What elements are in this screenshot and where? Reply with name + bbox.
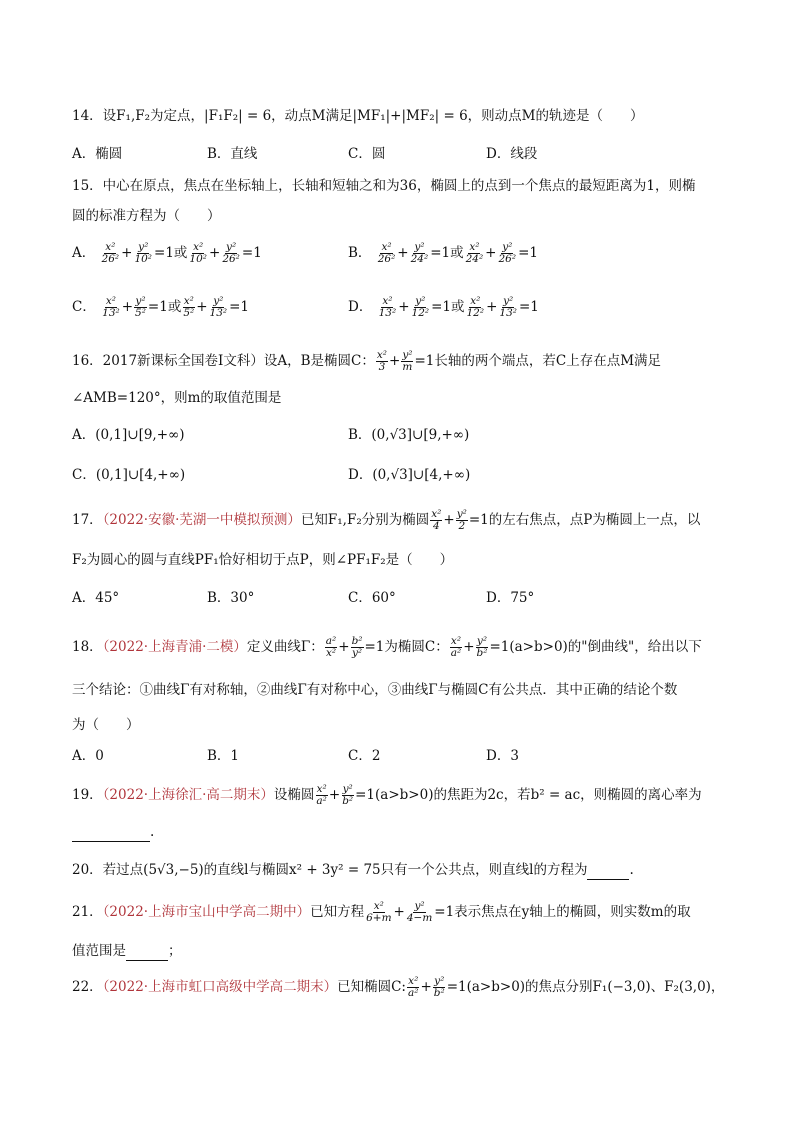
numerator: x²	[193, 241, 204, 253]
denominator: a²	[316, 795, 327, 807]
numerator: x²	[376, 349, 388, 361]
q17-option-a: A．45°	[72, 590, 120, 606]
fraction	[433, 976, 446, 999]
denominator: y²	[351, 647, 363, 659]
or-text: 或	[450, 245, 464, 261]
q21-text-line2: 值范围是	[72, 943, 126, 959]
denominator: 24²	[410, 253, 429, 265]
q14-option-c: C．圆	[348, 146, 386, 162]
fraction	[182, 296, 195, 319]
denominator: 13²	[102, 307, 120, 319]
q18-text-mid: =1为椭圆C：	[364, 639, 449, 655]
numerator: y²	[342, 783, 353, 795]
question-number: 18．	[72, 639, 103, 655]
fraction	[465, 242, 485, 265]
q18-option-c: C．2	[348, 748, 381, 764]
numerator: y²	[213, 295, 224, 307]
q17-option-b: B．30°	[207, 590, 255, 606]
question-15-stem: 15．中心在原点，焦点在坐标轴上，长轴和短轴之和为36，椭圆上的点到一个焦点的最短距离为1，则椭	[72, 178, 696, 194]
fraction	[430, 509, 442, 532]
numerator: x²	[408, 975, 419, 987]
denominator: a²	[450, 647, 462, 659]
or-text: 或	[451, 299, 465, 315]
question-20-stem	[72, 860, 634, 880]
q15-option-b: B． $\frac{\text{x²}}{\text{26²}}$ + $\frac{\text{y²}}{\text{24²}}$ =1或 $\frac{\text{x²}}{\text{24²}}$ + $\frac{\text{y²}}{\text{26²}}$ =1	[348, 241, 538, 265]
option-label: B．	[348, 245, 372, 261]
numerator: y²	[414, 241, 425, 253]
period: .	[150, 824, 155, 840]
numerator: y²	[135, 295, 146, 307]
numerator: y²	[415, 295, 426, 307]
question-21-stem: 21．（2022·上海市宝山中学高二期中）已知方程 $\frac{\text{x²}}{6+m}$ + $\frac{\text{y²}}{4-m}$ =1表示焦点在y轴上的椭圆，则实数m的取	[72, 900, 691, 924]
denominator: x²	[325, 647, 337, 659]
question-number: 22．	[72, 979, 103, 995]
numerator: x²	[450, 635, 462, 647]
numerator: y²	[138, 241, 149, 253]
denominator: 26²	[498, 253, 517, 265]
q17-option-d: D．75°	[486, 590, 535, 606]
q15-option-d: D． $\frac{\text{x²}}{\text{13²}}$ + $\frac{\text{y²}}{\text{12²}}$ =1或 $\frac{\text{x²}}{\text{12²}}$ + $\frac{\text{y²}}{\text{13²}}$ =1	[348, 295, 539, 319]
denominator: b²	[476, 647, 488, 659]
numerator: x²	[431, 508, 442, 520]
answer-blank[interactable]	[587, 865, 629, 880]
fraction	[401, 350, 413, 373]
option-label: C．	[72, 299, 96, 315]
question-21-stem-cont	[72, 941, 182, 961]
numerator: x²	[469, 241, 480, 253]
q15-option-c: C． $\frac{\text{x²}}{\text{13²}}$ + $\frac{\text{y²}}{\text{5²}}$ =1或 $\frac{\text{x²}}{\text{5²}}$ + $\frac{\text{y²}}{\text{13²}}$ =1	[72, 295, 250, 319]
fraction	[221, 242, 241, 265]
fraction	[406, 901, 433, 924]
numerator: x²	[316, 783, 327, 795]
fraction	[351, 636, 364, 659]
denominator: 2	[458, 520, 466, 532]
q19-text-post: =1(a>b>0)的焦距为2c，若b² = ac，则椭圆的离心率为	[355, 787, 702, 803]
numerator: y²	[226, 241, 237, 253]
denominator: 6+m	[366, 912, 392, 924]
question-19-stem: 19．（2022·上海徐汇·高二期末）设椭圆 $\frac{\text{x²}}{\text{a²}}$ + $\frac{\text{y²}}{\text{b²}}$ =1(a>b>0)的焦距为2c，若b² = ac，则椭圆的离心率为	[72, 783, 702, 807]
question-14-stem: 14．设F₁,F₂为定点，|F₁F₂| = 6，动点M满足|MF₁|+|MF₂| = 6，则动点M的轨迹是（ ）	[72, 108, 644, 124]
numerator: y²	[502, 241, 513, 253]
answer-blank[interactable]	[72, 827, 150, 842]
q18-option-a: A．0	[72, 748, 104, 764]
numerator: y²	[434, 975, 445, 987]
denominator: b²	[433, 987, 445, 999]
numerator: y²	[476, 635, 488, 647]
fraction	[450, 636, 462, 659]
question-17-stem: 17．（2022·安徽·芜湖一中模拟预测）已知F₁,F₂分别为椭圆 $\frac{\text{x²}}{4}$ + $\frac{\text{y²}}{2}$ =1的左右焦点，点P为椭圆上一点，以	[72, 508, 701, 532]
question-number: 21．	[72, 904, 103, 920]
q19-text-pre: 设椭圆	[273, 787, 315, 803]
q17-text-post: =1的左右焦点，点P为椭圆上一点，以	[468, 512, 701, 528]
q17-option-c: C．60°	[348, 590, 396, 606]
q21-text-post: =1表示焦点在y轴上的椭圆，则实数m的取	[434, 904, 691, 920]
fraction	[188, 242, 208, 265]
q18-text-pre: 定义曲线Γ：	[246, 639, 324, 655]
q22-text-post: =1(a>b>0)的焦点分别F₁(−3,0)、F₂(3,0)，	[446, 979, 725, 995]
fraction	[378, 296, 398, 319]
q16-text-pre: 16．2017新课标全国卷Ⅰ文科）设A，B是椭圆C：	[72, 353, 375, 369]
question-16-stem-cont: ∠AMB=120°，则m的取值范围是	[72, 390, 282, 406]
question-source: （2022·安徽·芜湖一中模拟预测）	[102, 512, 301, 528]
q17-text-pre: 已知F₁,F₂分别为椭圆	[300, 512, 430, 528]
semicolon: ；	[168, 943, 182, 959]
denominator: 4−m	[406, 912, 433, 924]
denominator: 13²	[499, 307, 517, 319]
question-15-stem-cont: 圆的标准方程为（ ）	[72, 208, 221, 224]
fraction	[466, 296, 486, 319]
q16-text-post: =1长轴的两个端点，若C上存在点M满足	[414, 353, 662, 369]
or-text: 或	[167, 299, 182, 315]
numerator: y²	[414, 900, 425, 912]
q22-text-pre: 已知椭圆C:	[337, 979, 406, 995]
denominator: 26²	[101, 253, 120, 265]
q14-option-b: B．直线	[207, 146, 258, 162]
fraction	[410, 242, 430, 265]
numerator: x²	[382, 295, 393, 307]
q16-option-b: B．(0,√3]∪[9,+∞)	[348, 427, 470, 443]
fraction	[341, 784, 354, 807]
question-17-stem-cont: F₂为圆心的圆与直线PF₁恰好相切于点P，则∠PF₁F₂是（ ）	[72, 552, 454, 568]
q18-text-post: =1(a>b>0)的"倒曲线"，给出以下	[489, 639, 702, 655]
denominator: m	[402, 361, 413, 373]
denominator: 13²	[378, 307, 397, 319]
fraction	[407, 976, 419, 999]
fraction	[209, 296, 229, 319]
denominator: 12²	[411, 307, 430, 319]
question-22-stem: 22．（2022·上海市虹口高级中学高二期末）已知椭圆C: $\frac{\text{x²}}{\text{a²}}$ + $\frac{\text{y²}}{\text{b²}}$ =1(a>b>0)的焦点分别F₁(−3,0)、F₂(3,0)，	[72, 975, 725, 999]
fraction	[365, 901, 392, 924]
numerator: y²	[503, 295, 514, 307]
question-18-stem-cont: 三个结论：①曲线Γ有对称轴，②曲线Γ有对称中心，③曲线Γ与椭圆C有公共点．其中正确的结论个数	[72, 682, 678, 698]
question-number: 17．	[72, 512, 103, 528]
denominator: 5²	[183, 307, 195, 319]
q20-text: 20．若过点(5√3,−5)的直线l与椭圆x² + 3y² = 75只有一个公共点，则直线l的方程为	[72, 862, 588, 878]
fraction	[376, 350, 388, 373]
fraction	[411, 296, 431, 319]
denominator: 10²	[134, 253, 153, 265]
numerator: x²	[373, 900, 384, 912]
fraction	[134, 296, 147, 319]
numerator: y²	[402, 349, 413, 361]
fraction	[325, 636, 337, 659]
option-label: A．	[72, 245, 96, 261]
denominator: 4	[432, 520, 440, 532]
numerator: x²	[105, 295, 116, 307]
numerator: y²	[456, 508, 467, 520]
fraction	[377, 242, 397, 265]
q15-option-a: A． $\frac{\text{x²}}{\text{26²}}$ + $\frac{\text{y²}}{\text{10²}}$ =1或 $\frac{\text{x²}}{\text{10²}}$ + $\frac{\text{y²}}{\text{26²}}$ =1	[72, 241, 262, 265]
denominator: 3	[378, 361, 386, 373]
question-18-stem-cont2: 为（ ）	[72, 717, 140, 733]
question-source: （2022·上海市宝山中学高二期中）	[102, 904, 311, 920]
denominator: 5²	[135, 307, 146, 319]
fraction	[497, 242, 517, 265]
q16-option-a: A．(0,1]∪[9,+∞)	[72, 427, 185, 443]
fraction	[101, 296, 121, 319]
fraction	[101, 242, 121, 265]
fraction	[315, 784, 327, 807]
denominator: 13²	[209, 307, 228, 319]
q14-option-d: D．线段	[486, 146, 538, 162]
q14-option-a: A．椭圆	[72, 146, 123, 162]
q18-option-d: D．3	[486, 748, 519, 764]
numerator: x²	[381, 241, 392, 253]
fraction	[498, 296, 518, 319]
answer-blank[interactable]	[126, 946, 168, 961]
period: .	[629, 862, 634, 878]
question-source: （2022·上海市虹口高级中学高二期末）	[102, 979, 338, 995]
denominator: 26²	[222, 253, 240, 265]
or-text: 或	[173, 245, 188, 261]
fraction	[133, 242, 153, 265]
denominator: 10²	[189, 253, 207, 265]
question-19-answer-line	[72, 822, 154, 842]
denominator: 12²	[466, 307, 485, 319]
question-source: （2022·上海青浦·二模）	[102, 639, 247, 655]
numerator: a²	[325, 635, 337, 647]
question-number: 19．	[72, 787, 103, 803]
q16-option-d: D．(0,√3]∪[4,+∞)	[348, 467, 471, 483]
denominator: 26²	[377, 253, 396, 265]
question-source: （2022·上海徐汇·高二期末）	[102, 787, 274, 803]
denominator: 24²	[465, 253, 484, 265]
denominator: b²	[342, 795, 354, 807]
numerator: x²	[470, 295, 481, 307]
option-label: D．	[348, 299, 373, 315]
q18-option-b: B．1	[207, 748, 240, 764]
fraction	[476, 636, 489, 659]
numerator: x²	[183, 295, 194, 307]
numerator: x²	[105, 241, 116, 253]
numerator: b²	[351, 635, 363, 647]
question-16-stem: 16．2017新课标全国卷Ⅰ文科）设A，B是椭圆C： $\frac{\text{x²}}{3}$ + $\frac{\text{y²}}{m}$ =1长轴的两个端点，若C上存在点M满足	[72, 349, 662, 373]
q21-text-pre: 已知方程	[310, 904, 365, 920]
fraction	[456, 509, 468, 532]
q16-option-c: C．(0,1]∪[4,+∞)	[72, 467, 186, 483]
denominator: a²	[407, 987, 419, 999]
question-18-stem: 18．（2022·上海青浦·二模）定义曲线Γ： $\frac{\text{a²}}{\text{x²}}$ + $\frac{\text{b²}}{\text{y²}}$ =1为椭圆C： $\frac{\text{x²}}{\text{a²}}$ + $\frac{\text{y²}}{\text{b²}}$ =1(a>b>0)的"倒曲线"，给出以下	[72, 635, 702, 659]
